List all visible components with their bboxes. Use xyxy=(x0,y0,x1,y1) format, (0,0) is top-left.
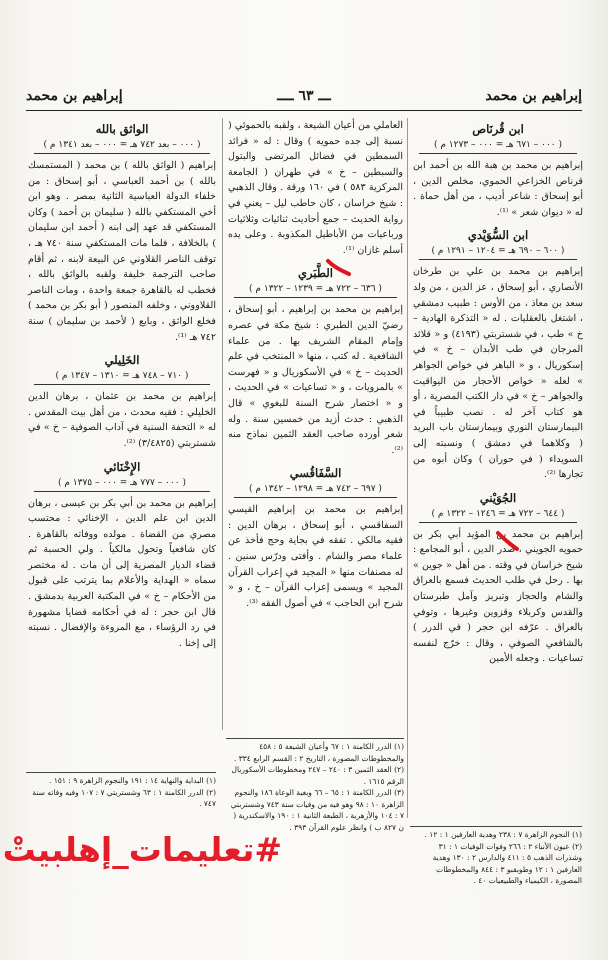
header-right-title: إبراهيم بن محمد xyxy=(485,88,582,104)
footnotes-right xyxy=(410,826,582,887)
entry xyxy=(28,351,216,451)
entry-dates: ( ٦٤٤ – ٧٢٢ هـ = ١٢٤٦ – ١٣٢٢ م ) xyxy=(431,508,565,519)
dates-rule xyxy=(234,497,397,498)
dates-rule xyxy=(419,259,577,260)
header-left-title: إبراهيم بن محمد xyxy=(26,88,123,104)
entry xyxy=(28,120,216,345)
entry-dates: ( ٦٣٦ – ٧٢٢ هـ = ١٢٣٩ – ١٣٢٢ م ) xyxy=(249,284,382,295)
red-highlight-mark xyxy=(325,258,353,278)
entry xyxy=(228,264,403,458)
entry-title: ابن السُّوَيْدي xyxy=(467,228,529,243)
entry xyxy=(28,458,216,652)
entry-dates: ( ٦٩٧ – ٧٤٢ هـ = ١٢٩٨ – ١٣٤٢ م ) xyxy=(249,484,382,495)
entry-title: الخَلِيلي xyxy=(104,353,140,368)
footnote: (٣) الدرر الكامنة ١ : ٦٥ – ٦٦ وبغية الوعاة ١٨٦ والنجوم الزاهرة ١٠ : ٩٨ وهو فيه من وفيات سنة ٧٤٣ وشستربتي ٧ : ١٠٤ والأزهرية ، الطبعة الثانية ١ : ١٩٠ والاسكندرية ( ن ٨٢٧ ب ) وانظر علوم القرآن ٣٩٣ . xyxy=(230,788,404,832)
entry-text: إبراهيم بن محمد بن علي بن طرخان الأنصاري ، أبو إسحاق ، عز الدين ، من ولد سعد بن معاذ ، من الأوس : طبيب دمشقي ، اشتغل بالعقليات . له « التذكرة الهادية – خ » طب ، في شستربتي (٤١٩٣) و « قلائد المرجان في طب الأبدان – خ » في إسكوريال ، و « الباهر في خواص الجواهر » لعله « خواص الأحجار من اليواقيت والجواهر – خ » في دار الكتب المصرية ، أو هو كتاب آخر له . نصب طبيباً في البيمارستان النوري وبيمارستان باب البريد ( وكلاهما في دمشق ) ونسبته إلى السويداء ( في حوران ) وكان أبوه من تجارها ⁽²⁾. xyxy=(413,266,583,481)
entry-text: إبراهيم بن محمد بن إبراهيم القيسي السفاقسي ، أبو إسحاق ، برهان الدين : فقيه مالكي . تفقه في بجاية وحج فأخذ عن علماء مصر والشام . وأفتى ودرّس سنين . له مصنفات منها « المجيد في إعراب القرآن المجيد » ويسمى إعراب القرآن – خ ، و « شرح ابن الحاجب » في أصول الفقه ⁽³⁾. xyxy=(228,504,403,609)
red-highlight-mark xyxy=(493,530,523,552)
dates-rule xyxy=(419,153,577,154)
footnote: (١) الدرر الكامنة ١ : ٦٧ وأعيان الشيعة ٥ : ٤٥٨ والمخطوطات المصورة ، التاريخ ٢ : القسم الرابع ٣٣٤ . xyxy=(233,742,404,763)
footnotes-left xyxy=(26,772,216,810)
entry-text: إبراهيم بن محمد بن هبة الله بن أحمد ابن قرناص الخزاعي الحموي، مخلص الدين ، أبو إسحاق : شاعر أديب ، من أهل حماة . له « ديوان شعر » ⁽¹⁾. xyxy=(413,160,583,218)
entry-text: إبراهيم بن محمد بن المؤيد أبي بكر بن حمويه الجويني ، صدر الدين ، أبو المجامع : شيخ خراسان في وقته . من أهل « جوين » بها . رحل في طلب الحديث فسمع بالعراق والشام والحجاز وتبريز وآمل طبرستان والقدس وكربلاء وقزوين وغيرها ، وتوفي بالعراق . عرّفه ابن حجر ( في الدرر ) بالشافعي الصوفي ، وقال : خرّج لنفسه تساعيات . وجعله الأمين xyxy=(413,528,583,665)
entry-title: الواثق بالله xyxy=(95,122,149,136)
entry-title: ابن قُرنَاص xyxy=(472,122,524,136)
entry-title: الجُوَيْني xyxy=(479,490,517,505)
watermark-hashtag: #تعليمات_إهلبيتْ xyxy=(2,830,282,869)
page-number: ـــ ٦٣ ــــ xyxy=(277,88,331,104)
entry xyxy=(413,489,583,667)
dates-rule xyxy=(234,297,397,298)
entry-title: السَّفَاقُسي xyxy=(289,466,342,481)
entry-text: إبراهيم ( الواثق بالله ) بن محمد ( المستمسك بالله ) بن أحمد العباسي ، أبو إسحاق : من خلفاء الدولة العباسية الثانية بمصر . وهو ابن أخي المستكفي بالله ( سليمان بن أحمد ) وكان المستكفي قد عهد إلى ابنه ( أحمد ابن سليمان ) بالخلافة ، فلما مات المستكفي سنة ٧٤٠ هـ ، توقف الناصر القلاوني عن البيعة لابنه ، ثم أقام صاحب الترجمة خليفة ولقبه بالواثق بالله ، فخطب له بالقاهرة جمعة واحدة ، ومات الناصر القلاووني ، وخلفه المنصور ( أبو بكر بن محمد ) فخلع الواثق ، وبايع ( لأحمد بن سليمان ) سنة ٧٤٢ هـ ⁽¹⁾. xyxy=(28,160,216,343)
column-middle xyxy=(228,118,403,617)
entry-dates: ( ٠٠٠ – بعد ٧٤٢ هـ = ٠٠٠ – بعد ١٣٤١ م ) xyxy=(43,140,201,150)
footnote: (١) النجوم الزاهرة ٧ : ٢٣٨ وهدية العارفين ١ : ١٢ . xyxy=(424,830,582,839)
entry-text: إبراهيم بن محمد بن إبراهيم ، أبو إسحاق ، رضيّ الدين الطبري : شيخ مكة في عصره وإمام المقام الشريف بها . من علماء الشافعية . له كتب ، منها « المنتخب في علم الحديث – خ » في الأسكوريال و « فهرست » بالمرويات ، و « تساعيات » في الحديث ، و « اختصار شرح السنة للبغوي » قال الذهبي : حدث أزيد من خمسين سنة . وله شعر أورده صاحب العقد الثمين نماذج منه ⁽²⁾. xyxy=(228,304,403,456)
header-rule xyxy=(26,110,582,111)
column-left xyxy=(28,118,216,657)
footnote: (٢) الدرر الكامنة ١ : ٦٣ وشستربتي ٧ : ١٠٧ وفيه وفاته سنة ٧٤٧ . xyxy=(32,787,216,808)
dates-rule xyxy=(34,153,210,154)
entry-dates: ( ٠٠٠ – ٦٧١ هـ = ٠٠٠ – ١٢٧٣ م ) xyxy=(433,140,563,150)
footnote: (١) البداية والنهاية ١٤ : ١٩١ والنجوم الزاهرة ٩ : ١٥١ . xyxy=(49,776,216,785)
entry-dates: ( ٧١٠ – ٧٤٨ هـ = ١٣١٠ – ١٣٤٧ م ) xyxy=(55,371,189,382)
footnotes-middle xyxy=(226,738,404,833)
entry xyxy=(228,464,403,611)
entry xyxy=(228,118,403,258)
footnote: (٢) عيون الأنباء ٢ : ٢٦٦ وفوات الوفيات ١ : ٣١ وشذرات الذهب ٥ : ٤١١ والدارس ٢ : ١٣٠ وهدية العارفين ١ : ١٢ وطوبقبو ٣ : ٨٤٤ والمخطوطات المصورة ، الكيمياء والطبيعيات ٤٠ . xyxy=(432,841,582,885)
footnote-rule xyxy=(410,826,582,827)
entry-text: العاملي من أعيان الشيعة ، ولقبه بالحموئي ( نسبة إلى جده حمويه ) وقال : له « فرائد السمطين في فضائل المرتضى والبتول والسبطين – خ » في طهران ( الجامعة المركزية ٥٨٣ ) في ١٦٠ ورقة . وقال الذهبي : شيخ خراسان ، كان حاطب ليل – يعني في رواية الحديث – جمع أحاديث ثنائيات وثلاثيات ورباعيات من الأباطيل المكذوبة . وعلى يده أسلم غازان ⁽¹⁾. xyxy=(228,120,403,256)
dates-rule xyxy=(34,384,210,385)
entry-title: الإِخْنَائي xyxy=(103,459,141,474)
footnote-rule xyxy=(26,772,216,773)
footnote-rule xyxy=(226,738,404,739)
entry-dates: ( ٠٠٠ – ٧٧٧ هـ = ٠٠٠ – ١٣٧٥ م ) xyxy=(57,477,187,488)
entry-text: إبراهيم بن محمد بن أبي بكر بن عيسى ، برهان الدين ابن علم الدين ، الإخنائي : محتسب مصري من القضاة . مولده ووفاته بالقاهرة . كان شافعياً وتحول مالكياً . ولي الحسبة ثم قضاء الديار المصرية إلى أن مات . له مختصر سماه « الهداية والأعلام بما يترتب على قبول من الأحكام – خ » في المكتبة العربية بدمشق . قال ابن حجر : له في أحكامه قضايا مشهورة في رد الرؤساء ، مع المروءة والإفضال . نسبته إلى إخنا . xyxy=(28,497,216,649)
column-divider xyxy=(222,118,223,730)
entry-text: إبراهيم بن محمد بن عثمان ، برهان الدين الخليلي : فقيه محدث ، من أهل بيت المقدس . له « التحفة السنية في آداب الصوفية – خ » في شستربتي (٣/٤٨٢٥) ⁽²⁾. xyxy=(28,391,216,449)
entry xyxy=(413,226,583,482)
entry-title: الطَّبَري xyxy=(298,266,333,281)
entry-dates: ( ٦٠٠ – ٦٩٠ هـ = ١٢٠٤ – ١٢٩١ م ) xyxy=(431,246,565,257)
footnote: (٢) العقد الثمين ٣ : ٢٤٠ – ٢٤٧ ومخطوطات الأسكوريال الرقم ١٦١٥ . xyxy=(231,765,404,786)
column-right xyxy=(413,118,583,673)
dates-rule xyxy=(34,491,210,492)
running-header xyxy=(26,88,582,108)
column-divider xyxy=(407,118,408,818)
dates-rule xyxy=(419,522,577,523)
entry xyxy=(413,120,583,220)
